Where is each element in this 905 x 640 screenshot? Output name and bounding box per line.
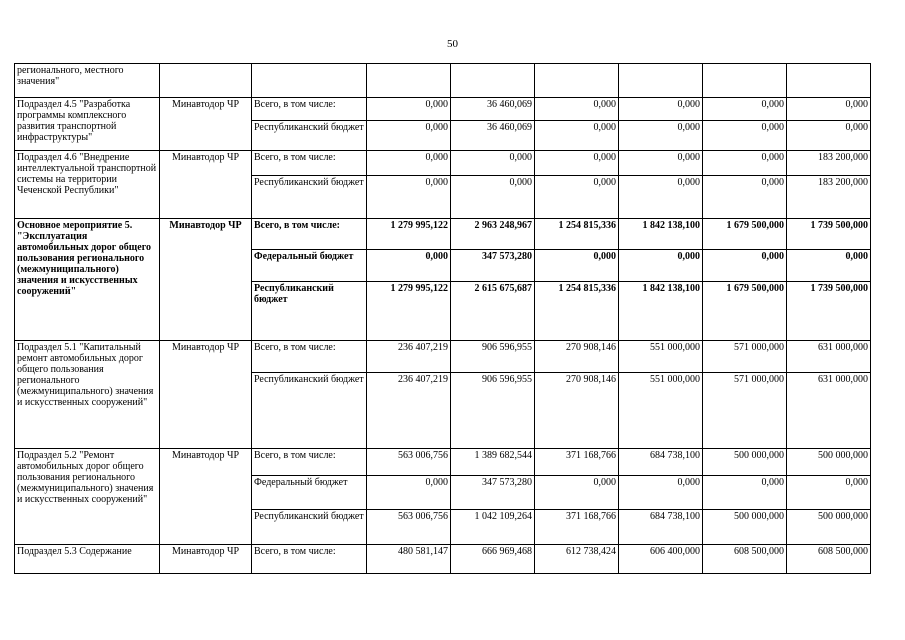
value-cell: 500 000,000 xyxy=(787,449,871,476)
source-cell: Всего, в том числе: xyxy=(252,341,367,373)
value-cell: 571 000,000 xyxy=(703,373,787,449)
value-cell: 1 842 138,100 xyxy=(619,219,703,250)
table-row xyxy=(15,98,871,121)
value-cell: 1 842 138,100 xyxy=(619,282,703,341)
row-name-cell: Подраздел 5.2 "Ремонт автомобильных дорог общего пользования регионального (межмуниципального) значения и искусственных сооружений" xyxy=(15,449,160,545)
source-cell: Республиканский бюджет xyxy=(252,176,367,219)
row-name-cell: регионального, местного значения" xyxy=(15,64,160,98)
executor-cell: Минавтодор ЧР xyxy=(160,341,252,449)
row-name-cell: Основное мероприятие 5. "Эксплуатация автомобильных дорог общего пользования регионального (межмуниципального) значения и искусственных сооружений" xyxy=(15,219,160,341)
table-body xyxy=(15,64,871,574)
budget-table xyxy=(14,63,871,574)
value-cell: 0,000 xyxy=(787,98,871,121)
table-row xyxy=(15,151,871,176)
executor-cell: Минавтодор ЧР xyxy=(160,545,252,574)
value-cell: 551 000,000 xyxy=(619,341,703,373)
value-cell: 608 500,000 xyxy=(703,545,787,574)
source-cell: Федеральный бюджет xyxy=(252,476,367,510)
executor-cell: Минавтодор ЧР xyxy=(160,98,252,151)
value-cell: 1 679 500,000 xyxy=(703,282,787,341)
value-cell: 36 460,069 xyxy=(451,98,535,121)
row-name-cell: Подраздел 5.3 Содержание xyxy=(15,545,160,574)
source-cell: Федеральный бюджет xyxy=(252,250,367,282)
value-cell: 1 389 682,544 xyxy=(451,449,535,476)
executor-cell: Минавтодор ЧР xyxy=(160,449,252,545)
value-cell: 1 279 995,122 xyxy=(367,282,451,341)
value-cell: 0,000 xyxy=(367,176,451,219)
table-row xyxy=(15,219,871,250)
executor-cell: Минавтодор ЧР xyxy=(160,151,252,219)
row-name-cell: Подраздел 4.6 "Внедрение интеллектуальной транспортной системы на территории Чеченской Республики" xyxy=(15,151,160,219)
value-cell: 347 573,280 xyxy=(451,250,535,282)
value-cell: 480 581,147 xyxy=(367,545,451,574)
source-cell xyxy=(252,64,367,98)
source-cell: Всего, в том числе: xyxy=(252,98,367,121)
value-cell: 1 279 995,122 xyxy=(367,219,451,250)
value-cell xyxy=(619,64,703,98)
value-cell: 0,000 xyxy=(535,98,619,121)
value-cell: 500 000,000 xyxy=(787,510,871,545)
value-cell: 0,000 xyxy=(367,250,451,282)
row-name-cell: Подраздел 4.5 "Разработка программы комплексного развития транспортной инфраструктуры" xyxy=(15,98,160,151)
value-cell: 606 400,000 xyxy=(619,545,703,574)
page-number: 50 xyxy=(447,38,458,50)
value-cell: 0,000 xyxy=(787,121,871,151)
value-cell: 1 739 500,000 xyxy=(787,282,871,341)
value-cell: 571 000,000 xyxy=(703,341,787,373)
executor-cell xyxy=(160,64,252,98)
value-cell: 500 000,000 xyxy=(703,510,787,545)
value-cell: 0,000 xyxy=(703,250,787,282)
value-cell: 500 000,000 xyxy=(703,449,787,476)
value-cell: 1 679 500,000 xyxy=(703,219,787,250)
source-cell: Республиканский бюджет xyxy=(252,510,367,545)
source-cell: Республиканский бюджет xyxy=(252,282,367,341)
value-cell: 2 963 248,967 xyxy=(451,219,535,250)
value-cell: 0,000 xyxy=(787,476,871,510)
value-cell: 0,000 xyxy=(703,98,787,121)
value-cell: 0,000 xyxy=(619,176,703,219)
value-cell: 0,000 xyxy=(535,121,619,151)
table-row xyxy=(15,64,871,98)
value-cell: 36 460,069 xyxy=(451,121,535,151)
value-cell: 551 000,000 xyxy=(619,373,703,449)
value-cell: 0,000 xyxy=(367,151,451,176)
value-cell: 0,000 xyxy=(367,476,451,510)
source-cell: Всего, в том числе: xyxy=(252,449,367,476)
executor-cell: Минавтодор ЧР xyxy=(160,219,252,341)
value-cell xyxy=(703,64,787,98)
table-row xyxy=(15,449,871,476)
value-cell: 0,000 xyxy=(367,98,451,121)
source-cell: Всего, в том числе: xyxy=(252,151,367,176)
value-cell: 684 738,100 xyxy=(619,510,703,545)
value-cell: 631 000,000 xyxy=(787,373,871,449)
source-cell: Всего, в том числе: xyxy=(252,219,367,250)
value-cell: 236 407,219 xyxy=(367,373,451,449)
source-cell: Республиканский бюджет xyxy=(252,373,367,449)
value-cell: 608 500,000 xyxy=(787,545,871,574)
value-cell: 0,000 xyxy=(367,121,451,151)
value-cell: 1 739 500,000 xyxy=(787,219,871,250)
value-cell: 0,000 xyxy=(535,476,619,510)
value-cell: 0,000 xyxy=(619,151,703,176)
value-cell: 563 006,756 xyxy=(367,449,451,476)
value-cell: 270 908,146 xyxy=(535,341,619,373)
value-cell: 0,000 xyxy=(703,121,787,151)
value-cell: 0,000 xyxy=(619,121,703,151)
table-row xyxy=(15,545,871,574)
value-cell: 612 738,424 xyxy=(535,545,619,574)
value-cell: 0,000 xyxy=(703,476,787,510)
value-cell: 0,000 xyxy=(535,151,619,176)
value-cell: 563 006,756 xyxy=(367,510,451,545)
value-cell: 0,000 xyxy=(703,176,787,219)
table-row xyxy=(15,341,871,373)
value-cell: 0,000 xyxy=(619,250,703,282)
source-cell: Республиканский бюджет xyxy=(252,121,367,151)
value-cell: 371 168,766 xyxy=(535,449,619,476)
value-cell: 347 573,280 xyxy=(451,476,535,510)
value-cell: 684 738,100 xyxy=(619,449,703,476)
value-cell: 236 407,219 xyxy=(367,341,451,373)
value-cell: 0,000 xyxy=(787,250,871,282)
value-cell: 0,000 xyxy=(619,476,703,510)
value-cell xyxy=(451,64,535,98)
value-cell: 906 596,955 xyxy=(451,341,535,373)
row-name-cell: Подраздел 5.1 "Капитальный ремонт автомобильных дорог общего пользования регионального (межмуниципального) значения и искусственных сооружений" xyxy=(15,341,160,449)
value-cell: 0,000 xyxy=(451,176,535,219)
value-cell: 270 908,146 xyxy=(535,373,619,449)
value-cell xyxy=(787,64,871,98)
value-cell xyxy=(367,64,451,98)
value-cell: 906 596,955 xyxy=(451,373,535,449)
value-cell: 666 969,468 xyxy=(451,545,535,574)
value-cell: 183 200,000 xyxy=(787,176,871,219)
value-cell: 0,000 xyxy=(703,151,787,176)
value-cell: 1 042 109,264 xyxy=(451,510,535,545)
value-cell: 0,000 xyxy=(535,176,619,219)
value-cell: 631 000,000 xyxy=(787,341,871,373)
value-cell: 0,000 xyxy=(619,98,703,121)
source-cell: Всего, в том числе: xyxy=(252,545,367,574)
value-cell: 371 168,766 xyxy=(535,510,619,545)
value-cell: 1 254 815,336 xyxy=(535,219,619,250)
value-cell: 183 200,000 xyxy=(787,151,871,176)
value-cell: 0,000 xyxy=(535,250,619,282)
value-cell: 0,000 xyxy=(451,151,535,176)
value-cell: 2 615 675,687 xyxy=(451,282,535,341)
value-cell xyxy=(535,64,619,98)
value-cell: 1 254 815,336 xyxy=(535,282,619,341)
